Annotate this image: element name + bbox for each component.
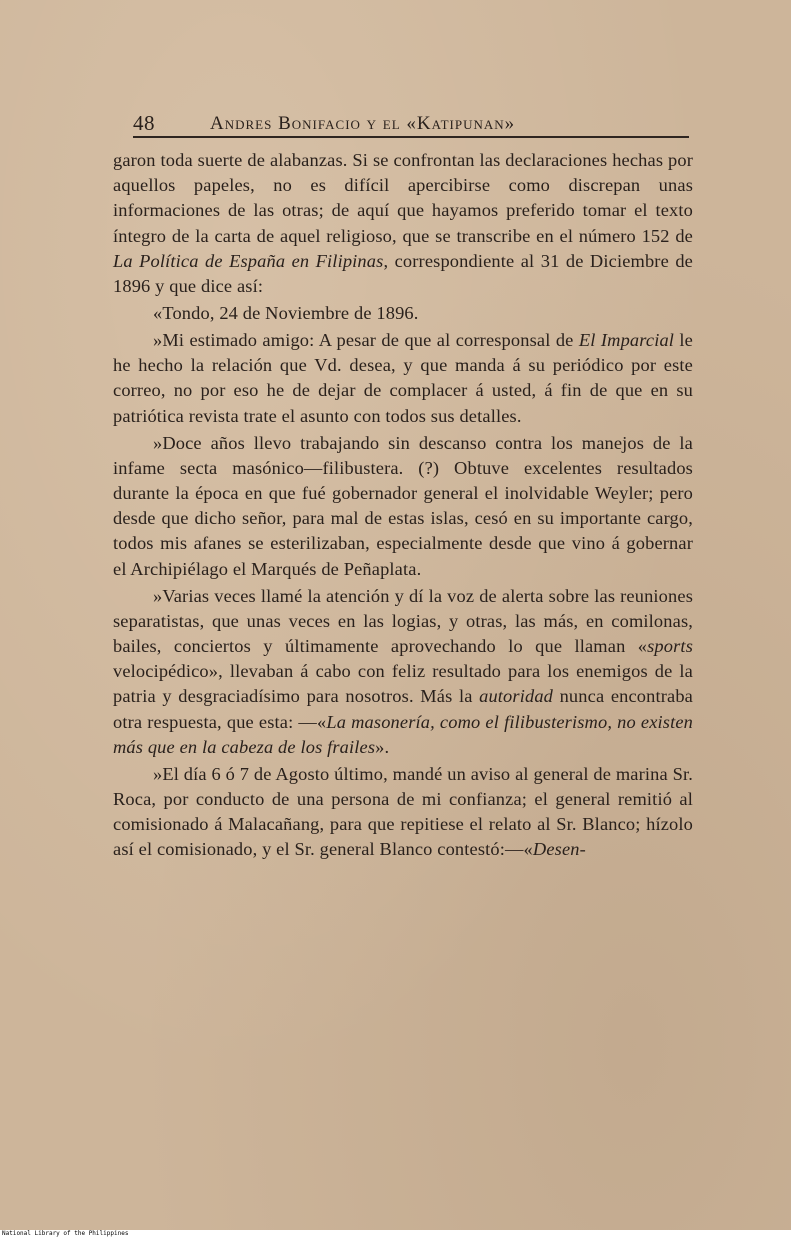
italic-phrase: sports	[647, 636, 693, 657]
italic-phrase: autoridad	[479, 686, 554, 707]
library-credit: National Library of the Philippines	[2, 1230, 129, 1237]
newspaper-title: La Política de España en Filipinas	[113, 250, 384, 271]
paragraph: garon toda suerte de alabanzas. Si se confrontan las declaraciones hechas por aquellos papeles, no es difícil apercibirse como discrepan unas informaciones de las otras; de aquí que hayamos preferido tomar el texto íntegro de la carta de aquel religioso, que se transcribe en el número 152 de La Política de España en Filipinas, correspondiente al 31 de Diciembre de 1896 y que dice así:	[113, 150, 693, 297]
body-text	[113, 148, 693, 863]
paragraph: «Tondo, 24 de Noviembre de 1896.	[153, 303, 419, 324]
page-number: 48	[133, 111, 155, 135]
paragraph: »Mi estimado amigo: A pesar de que al corresponsal de El Imparcial le he hecho la relación que Vd. desea, y que manda á su periódico por este correo, no por eso he de dejar de complacer á usted, á fin de que en su patriótica revista trate el asunto con todos sus detalles.	[113, 330, 693, 426]
header-rule	[133, 136, 689, 138]
newspaper-title: El Imparcial	[578, 330, 675, 351]
italic-quote: La masonería, como el filibusterismo, no existen más que en la cabeza de los frailes	[113, 711, 693, 757]
paragraph: »Doce años llevo trabajando sin descanso contra los manejos de la infame secta masónico—filibustera. (?) Obtuve excelentes resultados durante la época en que fué gobernador general el inolvidable Weyler; pero desde que dicho señor, para mal de estas islas, cesó en su importante cargo, todos mis afanes se esterilizaban, especialmente desde que vino á gobernar el Archipiélago el Marqués de Peñaplata.	[113, 432, 693, 579]
italic-phrase: Desen-	[532, 839, 586, 860]
running-title: Andres Bonifacio y el «Katipunan»	[210, 113, 516, 134]
paragraph: »Varias veces llamé la atención y dí la voz de alerta sobre las reuniones separatistas, que unas veces en las logias, y otras, las más, en comilonas, bailes, conciertos y últimamente aprovechando lo que llaman «sports velocipédico», llevaban á cabo con feliz resultado para los enemigos de la patria y desgraciadísimo para nosotros. Más la autoridad nunca encontraba otra respuesta, que esta: —«La masonería, como el filibusterismo, no existen más que en la cabeza de los frailes».	[113, 585, 693, 757]
paragraph: »El día 6 ó 7 de Agosto último, mandé un aviso al general de marina Sr. Roca, por conducto de una persona de mi confianza; el general remitió al comisionado á Malacañang, para que repitiese el relato al Sr. Blanco; hízolo así el comisionado, y el Sr. general Blanco contestó:—«Desen-	[113, 763, 693, 860]
